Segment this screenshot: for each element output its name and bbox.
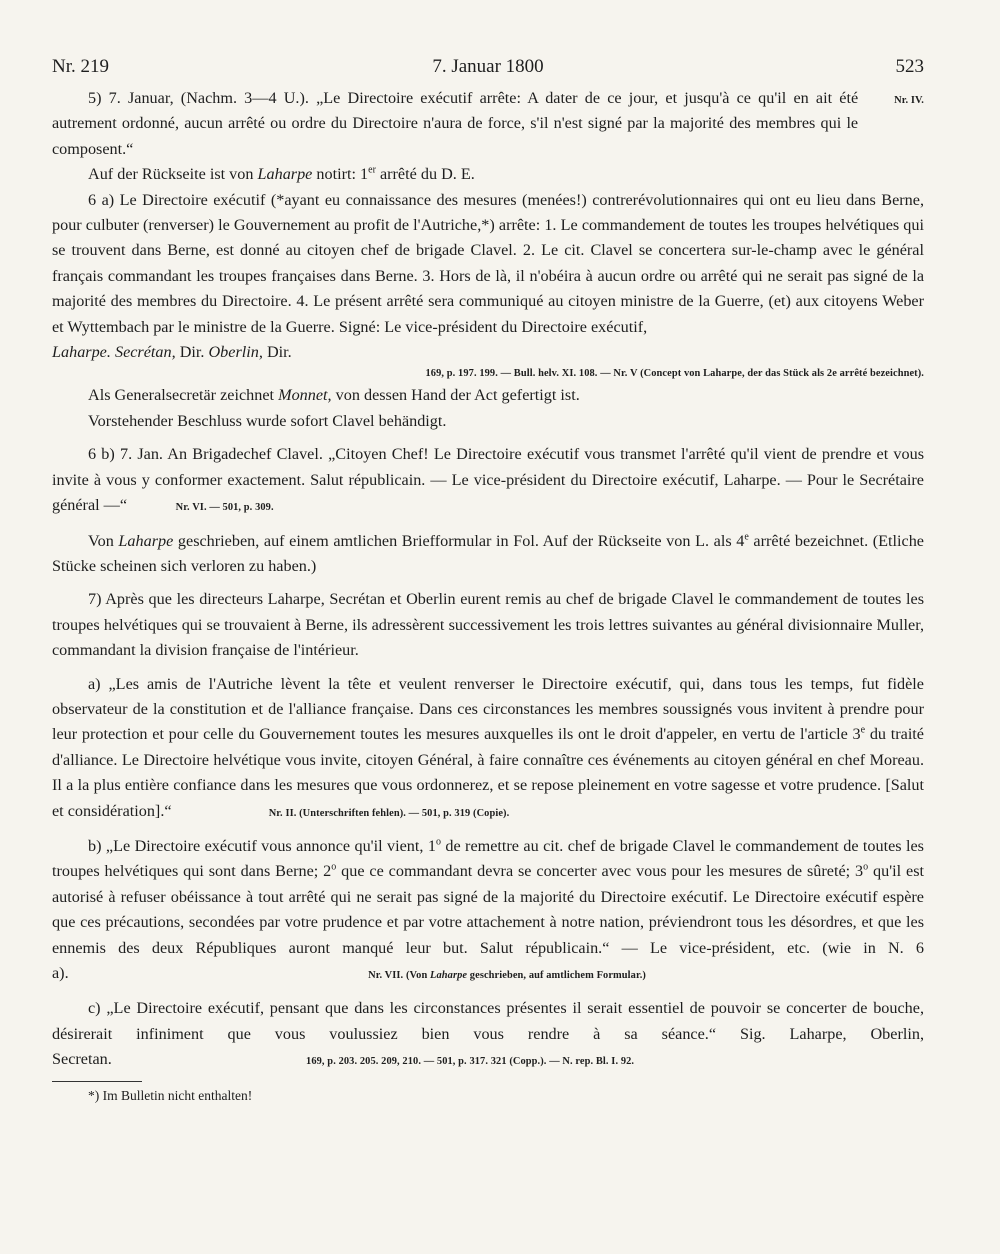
entry-6b-note-name: Laharpe — [118, 531, 174, 550]
entry-5-note-text: Auf der Rückseite ist von — [88, 165, 258, 184]
superscript: o — [863, 861, 869, 873]
entry-6a-note-1-text-2: von dessen Hand der Act gefertigt ist. — [331, 386, 580, 405]
entry-7a-text-2: du traité d'alliance. Le Directoire helvétique vous invite, citoyen Général, à faire connaître ces événements au citoyen général en chef Moreau. Il a la plus entière confiance dans les mesures que vous ordonnerez, et se repose pleinement en votre sagesse et votre prudence. [Salut et considération].“ — [52, 725, 924, 820]
entry-6a — [52, 188, 924, 366]
entry-6a-note-2: Vorstehender Beschluss wurde sofort Clavel behändigt. — [88, 411, 447, 430]
entry-7b-reference — [368, 970, 646, 981]
header-date: 7. Januar 1800 — [432, 56, 544, 77]
superscript: er — [368, 164, 376, 176]
entry-6a-note-1-text: Als Generalsecretär zeichnet — [88, 386, 279, 405]
entry-6a-note-1 — [52, 383, 924, 408]
entry-7c-text: c) „Le Directoire exécutif, pensant que dans les circonstances présentes il serait essentiel de pouvoir se concerter de bouche, désirerait infiniment que vous voulussiez bien vous rendre à sa séance.“ Sig. Laharpe, Oberlin, Secretan. — [52, 999, 924, 1069]
entry-7b-reference-text-2: geschrieben, auf amtlichem Formular.) — [467, 970, 646, 981]
entry-6b-reference: Nr. VI. — 501, p. 309. — [175, 502, 274, 514]
header-document-number: Nr. 219 — [52, 56, 109, 77]
entry-7b-text-3: que ce commandant devra se concerter avec vous pour les mesures de sûreté; 3 — [336, 862, 864, 881]
superscript: e — [860, 724, 866, 736]
entry-6a-text: 6 a) Le Directoire exécutif (*ayant eu connaissance des mesures (menées!) contrerévolutionnaires qui ont eu lieu dans Berne, pour culbuter (renverser) le Gouvernement au profit de l'Autriche,*) arrête: 1. Le commandement de toutes les troupes helvétiques qui se trouvent dans Berne, est donné au citoyen chef de brigade Clavel. 2. Le cit. Clavel se concertera sur-le-champ avec le général français commandant les troupes françaises dans Berne. 3. Hors de là, il n'obéira à aucun ordre ou arrêté qui ne serait pas signé de la majorité des membres du Directoire. 4. Le présent arrêté sera communiqué au citoyen ministre de la Guerre, (et) aux citoyens Weber et Wyttembach par le ministre de la Guerre. Signé: Le vice-président du Directoire exécutif, — [52, 190, 924, 336]
entry-7b-text-4: qu'il est autorisé à refuser obéissance à tout arrêté qui ne serait pas signé de la majorité du Directoire exécutif. Le Directoire exécutif espère que ces précautions, secondées par votre prudence et par votre attachement à notre nation, préviendront tous les désordres, et que les ennemis des deux Républiques auront manqué leur but. Salut républicain.“ — Le vice-président, etc. (wie in N. 6 a). — [52, 862, 924, 982]
entry-5-note — [52, 162, 924, 187]
entry-5-note-name: Laharpe — [257, 165, 313, 184]
footnote-divider — [52, 1081, 142, 1082]
entry-6a-reference: 169, p. 197. 199. — Bull. helv. XI. 108. — Nr. V (Concept von Laharpe, der das Stück als 2e arrêté bezeichnet). — [425, 368, 924, 380]
header-page-number: 523 — [895, 56, 924, 77]
entry-6b-note-text: Von — [88, 531, 119, 550]
superscript: o — [435, 836, 441, 848]
entry-5-note-text-3: arrêté du D. E. — [375, 165, 475, 184]
superscript: o — [331, 861, 337, 873]
entry-7: 7) Après que les directeurs Laharpe, Secrétan et Oberlin eurent remis au chef de brigade Clavel le commandement de toutes les troupes helvétiques qui se trouvaient à Berne, ils adressèrent successivement les trois lettres suivantes au général divisionnaire Muller, commandant la division française de l'intérieur. — [52, 590, 924, 660]
entry-6a-note-1-name: Monnet, — [278, 386, 332, 405]
entry-6b-note-text-2: geschrieben, auf einem amtlichen Briefformular in Fol. Auf der Rückseite von L. als 4 — [173, 531, 745, 550]
superscript: e — [744, 531, 749, 543]
document-page — [52, 56, 924, 1106]
entry-5-text: 5) 7. Januar, (Nachm. 3—4 U.). „Le Directoire exécutif arrête: A dater de ce jour, et jusqu'à ce qu'il en ait été autrement ordonné, aucun arrêté ou ordre du Directoire n'aura de force, s'il n'est signé par la majorité des membres qui le composent.“ — [52, 89, 859, 158]
signature-title: Dir. — [175, 343, 209, 362]
entry-7c — [52, 996, 924, 1074]
entry-7b-text: b) „Le Directoire exécutif vous annonce qu'il vient, 1 — [88, 836, 436, 855]
signature-oberlin: Oberlin, — [208, 343, 263, 362]
entry-6b — [52, 442, 924, 520]
signature-laharpe: Laharpe. — [52, 343, 111, 362]
entry-5-note-text-2: notirt: 1 — [312, 165, 369, 184]
entry-7b-reference-name: Laharpe — [430, 970, 468, 981]
entry-7a-text: a) „Les amis de l'Autriche lèvent la tête et veulent renverser le Directoire exécutif, qui, dans tous les temps, fut fidèle observateur de la constitution et de l'alliance française. Dans ces circonstances les membres soussignés vous invitent à prendre pour leur protection et pour celle du Gouvernement toutes les mesures auxquelles ils ont le droit d'appeler, en vertu de l'article 3 — [52, 674, 924, 744]
entry-7b-text-2: de remettre au cit. chef de brigade Clavel le commandement de toutes les troupes helvétiques qui sont dans Berne; 2 — [52, 836, 924, 881]
entry-5 — [52, 86, 924, 162]
entry-7b — [52, 834, 924, 988]
entry-6b-note-text-3: arrêté bezeichnet. (Etliche Stücke scheinen sich verloren zu haben.) — [52, 531, 924, 575]
footnote: *) Im Bulletin nicht enthalten! — [88, 1087, 253, 1103]
entry-5-reference: Nr. IV. — [894, 95, 924, 106]
entry-7c-reference: 169, p. 203. 205. 209, 210. — 501, p. 317. 321 (Copp.). — N. rep. Bl. I. 92. — [306, 1056, 635, 1068]
running-header — [52, 56, 924, 86]
entry-6b-text: 6 b) 7. Jan. An Brigadechef Clavel. „Citoyen Chef! Le Directoire exécutif vous transmet l'arrêté qu'il vient de prendre et vous invite à vous y conformer exactement. Salut républicain. — Le vice-président du Directoire exécutif, Laharpe. — Pour le Secrétaire général —“ — [52, 445, 924, 515]
entry-7b-reference-text: Nr. VII. (Von — [368, 970, 431, 981]
entry-7a-reference: Nr. II. (Unterschriften fehlen). — 501, p. 319 (Copie). — [268, 807, 510, 819]
signature-title-2: Dir. — [262, 343, 292, 362]
entry-6b-note — [52, 529, 924, 580]
entry-7a — [52, 672, 924, 826]
signature-secretan: Secrétan, — [114, 343, 176, 362]
